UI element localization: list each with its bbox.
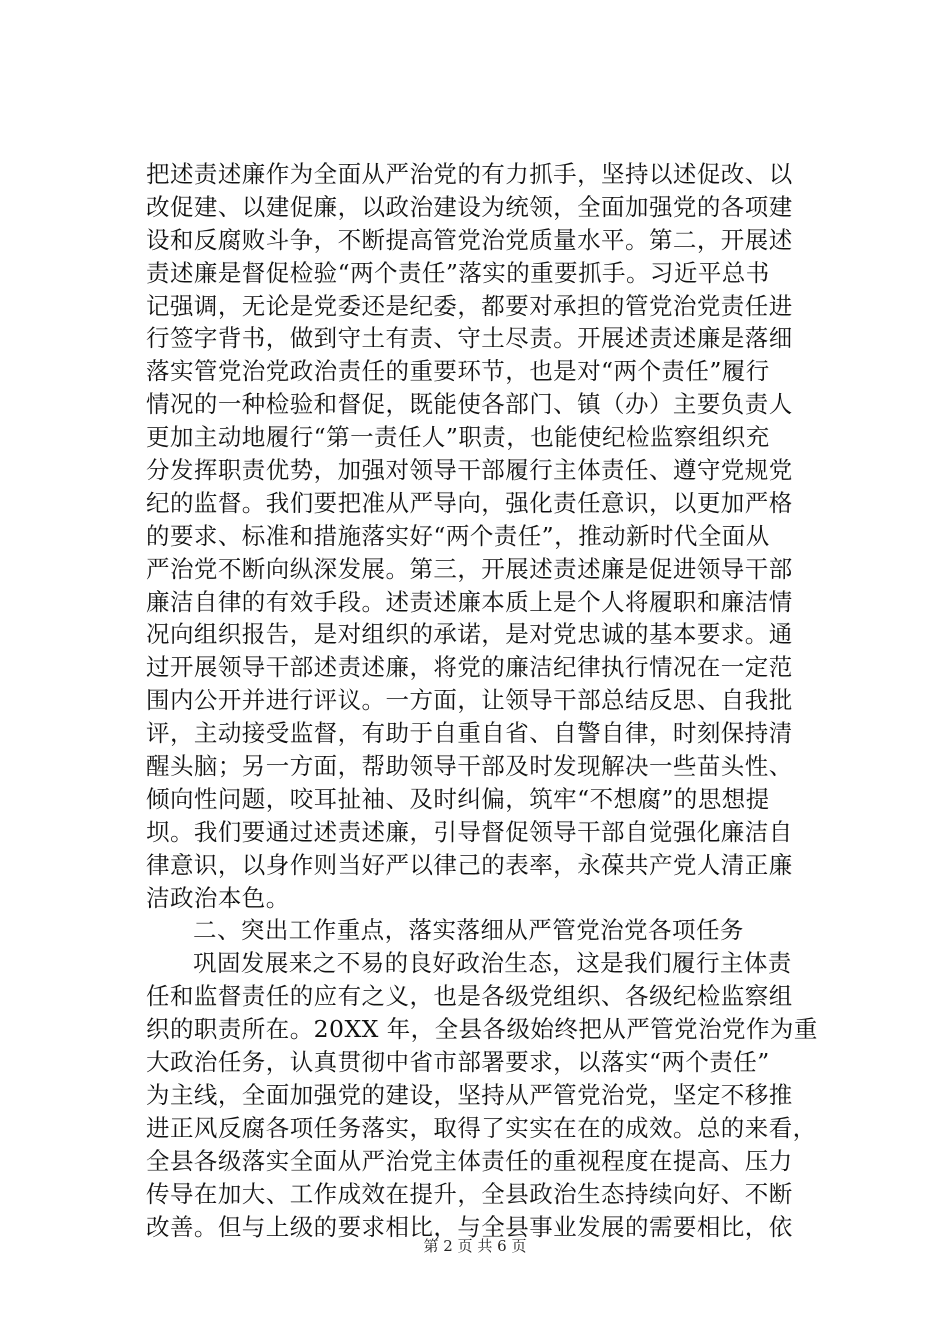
text-line: 倾向性问题，咬耳扯袖、及时纠偏，筑牢“不想腐”的思想提 [146,784,770,813]
text-line: 落实管党治党政治责任的重要环节，也是对“两个责任”履行 [146,357,770,386]
text-line: 大政治任务，认真贯彻中省市部署要求，以落实“两个责任” [146,1048,770,1077]
text-line: 传导在加大、工作成效在提升，全县政治生态持续向好、不断 [146,1179,793,1208]
page-number: 第 2 页 共 6 页 [423,1237,527,1255]
text-line: 评，主动接受监督，有助于自重自省、自警自律，时刻保持清 [146,719,793,748]
text-line: 醒头脑；另一方面，帮助领导干部及时发现解决一些苗头性、 [146,752,793,781]
text-line: 纪的监督。我们要把准从严导向，强化责任意识，以更加严格 [146,488,793,517]
text-line: 情况的一种检验和督促，既能使各部门、镇（办）主要负责人 [146,390,793,419]
text-line: 二、突出工作重点，落实落细从严管党治党各项任务 [193,916,744,945]
text-line: 改善。但与上级的要求相比，与全县事业发展的需要相比，依 [146,1212,793,1241]
text-line: 行签字背书，做到守土有责、守土尽责。开展述责述廉是落细 [146,324,793,353]
text-line: 况向组织报告，是对组织的承诺，是对党忠诚的基本要求。通 [146,620,793,649]
text-line: 任和监督责任的应有之义，也是各级党组织、各级纪检监察组 [146,982,793,1011]
text-line: 洁政治本色。 [146,883,290,912]
text-line: 严治党不断向纵深发展。第三，开展述责述廉是促进领导干部 [146,554,793,583]
text-line: 改促建、以建促廉，以政治建设为统领，全面加强党的各项建 [146,192,793,221]
text-line: 律意识，以身作则当好严以律己的表率，永葆共产党人清正廉 [146,850,793,879]
text-line: 全县各级落实全面从严治党主体责任的重视程度在提高、压力 [146,1146,793,1175]
text-line: 的要求、标准和措施落实好“两个责任”，推动新时代全面从 [146,521,770,550]
text-line: 更加主动地履行“第一责任人”职责，也能使纪检监察组织充 [146,423,770,452]
text-line: 设和反腐败斗争，不断提高管党治党质量水平。第二，开展述 [146,225,793,254]
text-line: 为主线，全面加强党的建设，坚持从严管党治党，坚定不移推 [146,1080,793,1109]
text-line: 把述责述廉作为全面从严治党的有力抓手，坚持以述促改、以 [146,160,793,188]
text-line: 围内公开并进行评议。一方面，让领导干部总结反思、自我批 [146,686,793,715]
text-line: 坝。我们要通过述责述廉，引导督促领导干部自觉强化廉洁自 [146,817,793,846]
text-line: 记强调，无论是党委还是纪委，都要对承担的管党治党责任进 [146,291,793,320]
text-line: 进正风反腐各项任务落实，取得了实实在在的成效。总的来看， [146,1113,817,1142]
text-line: 责述廉是督促检验“两个责任”落实的重要抓手。习近平总书 [146,258,770,287]
document-body [146,158,826,1243]
text-line: 廉洁自律的有效手段。述责述廉本质上是个人将履职和廉洁情 [146,587,793,616]
text-line: 巩固发展来之不易的良好政治生态，这是我们履行主体责 [193,949,792,978]
text-line: 织的职责所在。20XX 年，全县各级始终把从严管党治党作为重 [146,1015,818,1044]
text-line: 分发挥职责优势，加强对领导干部履行主体责任、遵守党规党 [146,456,793,485]
text-line: 过开展领导干部述责述廉，将党的廉洁纪律执行情况在一定范 [146,653,793,682]
